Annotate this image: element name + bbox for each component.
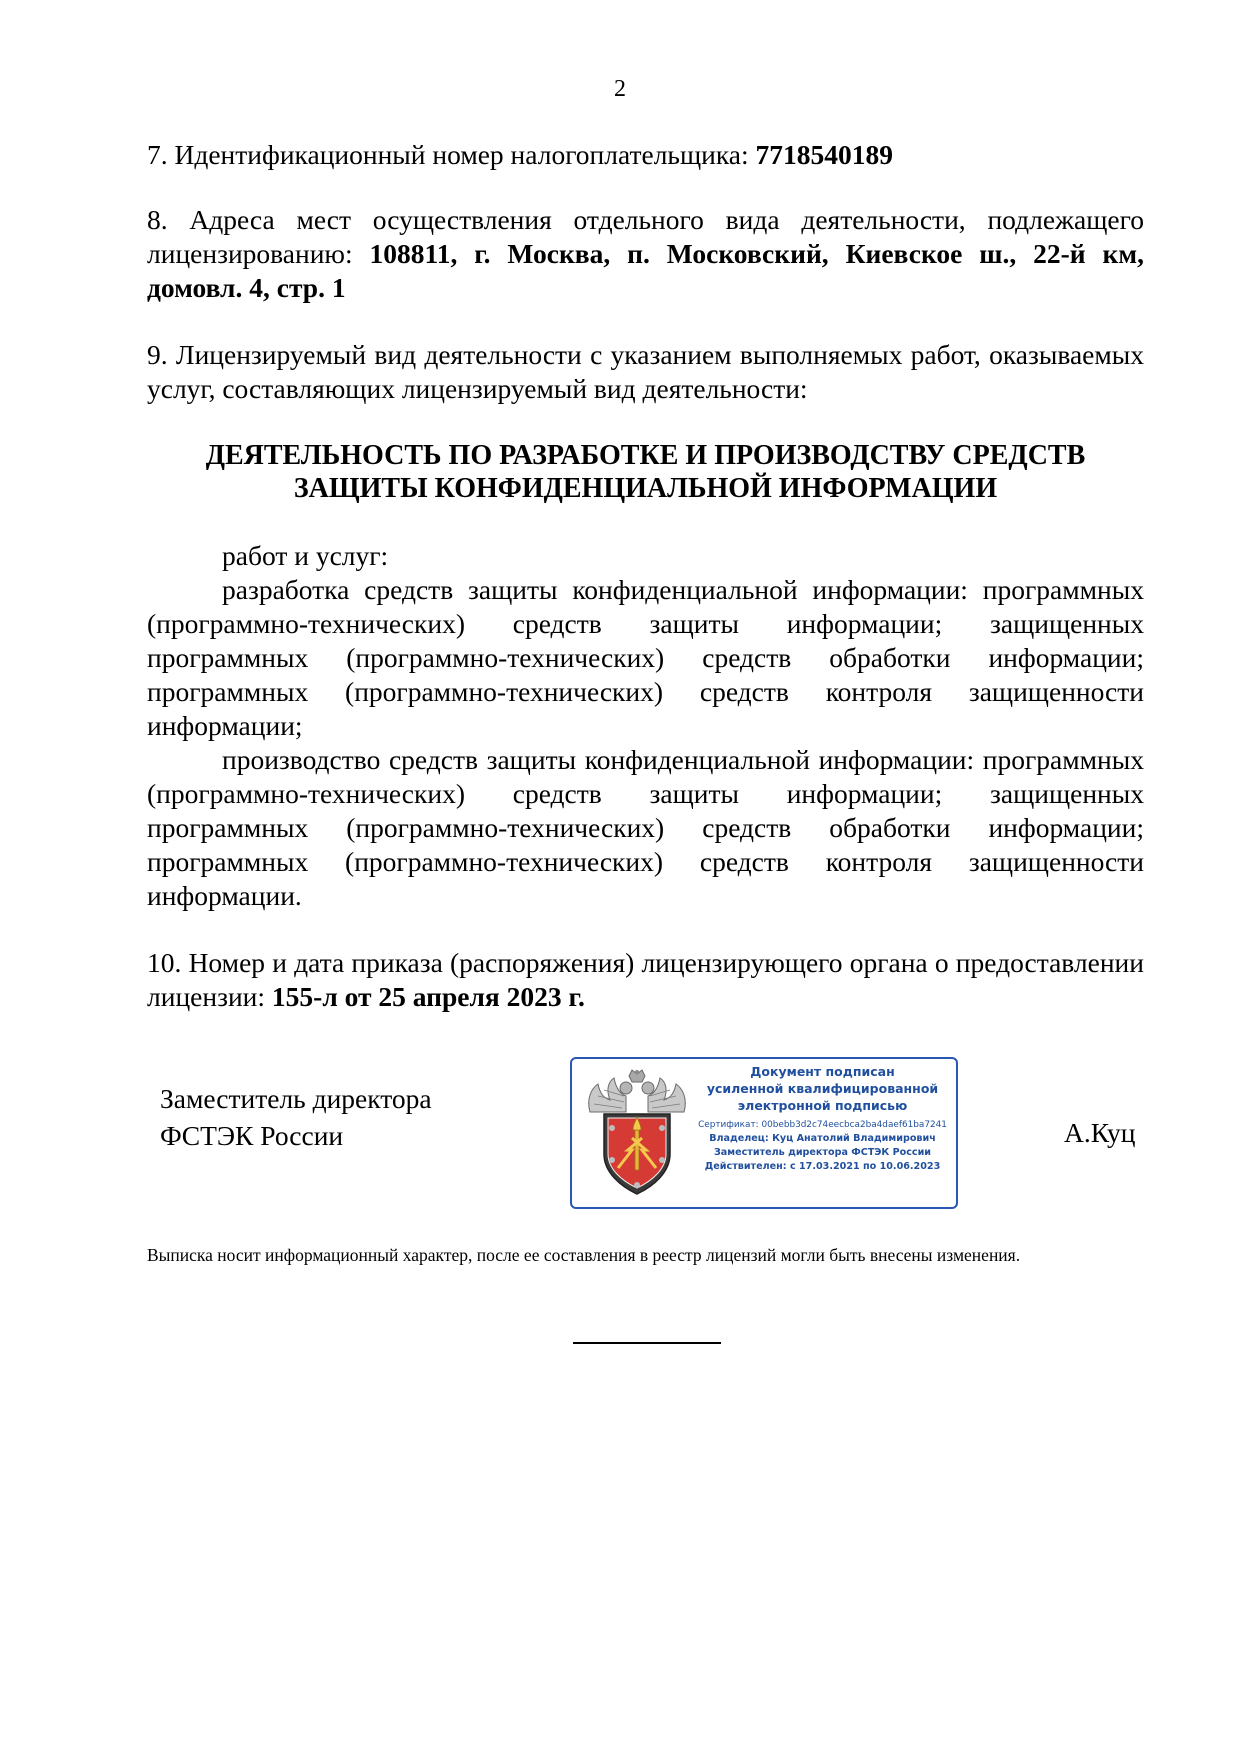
signer-position-line-2: ФСТЭК России: [160, 1120, 344, 1151]
stamp-certificate: Сертификат: 00bebb3d2c74eecbca2ba4daef61ba7241: [698, 1120, 947, 1130]
document-body: [147, 138, 1144, 1014]
activity-heading: [147, 439, 1144, 505]
page-number: 2: [614, 76, 626, 102]
item-7-label: Идентификационный номер налогоплательщика:: [167, 139, 756, 170]
item-8-addresses: [147, 203, 1144, 305]
item-10-order: [147, 946, 1144, 1014]
works-intro: работ и услуг:: [222, 540, 389, 571]
stamp-owner: Владелец: Куц Анатолий Владимирович: [709, 1133, 936, 1144]
electronic-signature-stamp: [570, 1057, 958, 1209]
item-7-number: 7.: [147, 139, 168, 170]
item-8-label: Адреса мест осуществления отдельного вида деятельности, подлежащего лицензированию:: [147, 204, 1144, 269]
item-9-label: Лицензируемый вид деятельности с указанием выполняемых работ, оказываемых услуг, составляющих лицензируемый вид деятельности:: [147, 339, 1144, 404]
activity-heading-line-1: ДЕЯТЕЛЬНОСТЬ ПО РАЗРАБОТКЕ И ПРОИЗВОДСТВУ СРЕДСТВ: [205, 440, 1086, 471]
works-development: разработка средств защиты конфиденциальной информации: программных (программно-технических) средств защиты информации; защищенных программных (программно-технических) средств обработки информации; программных (программно-технических) средств контроля защищенности информации;: [147, 574, 1144, 741]
activity-heading-line-2: ЗАЩИТЫ КОНФИДЕНЦИАЛЬНОЙ ИНФОРМАЦИИ: [293, 473, 998, 504]
stamp-title-line-1: Документ подписан: [750, 1064, 895, 1079]
item-9-activity-type: [147, 338, 1144, 406]
end-of-document-rule: [573, 1342, 721, 1344]
disclaimer-note: Выписка носит информационный характер, после ее составления в реестр лицензий могли быть внесены изменения.: [147, 1245, 1021, 1265]
signer-position: [160, 1080, 432, 1154]
item-8-value: 108811, г. Москва, п. Московский, Киевское ш., 22-й км, домовл. 4, стр. 1: [147, 238, 1144, 303]
fstec-emblem-icon: [582, 1068, 692, 1200]
item-8-number: 8.: [147, 204, 168, 235]
stamp-text: [690, 1063, 955, 1174]
stamp-owner-position: Заместитель директора ФСТЭК России: [713, 1147, 932, 1158]
stamp-title-line-2: усиленной квалифицированной: [706, 1081, 939, 1096]
item-9-number: 9.: [147, 339, 168, 370]
works-production: производство средств защиты конфиденциальной информации: программных (программно-технических) средств защиты информации; защищенных программных (программно-технических) средств обработки информации; программных (программно-технических) средств контроля защищенности информации.: [147, 744, 1144, 911]
item-10-number: 10.: [147, 947, 182, 978]
signer-name: А.Куц: [1064, 1117, 1136, 1148]
stamp-title-line-3: электронной подписью: [737, 1098, 908, 1113]
signer-position-line-1: Заместитель директора: [160, 1083, 432, 1114]
item-10-label: Номер и дата приказа (распоряжения) лицензирующего органа о предоставлении лицензии:: [147, 947, 1144, 1012]
item-7-value: 7718540189: [755, 139, 894, 170]
stamp-validity: Действителен: с 17.03.2021 по 10.06.2023: [704, 1161, 941, 1172]
item-7-tin: [147, 138, 1144, 172]
item-10-value: 155-л от 25 апреля 2023 г.: [271, 981, 585, 1012]
